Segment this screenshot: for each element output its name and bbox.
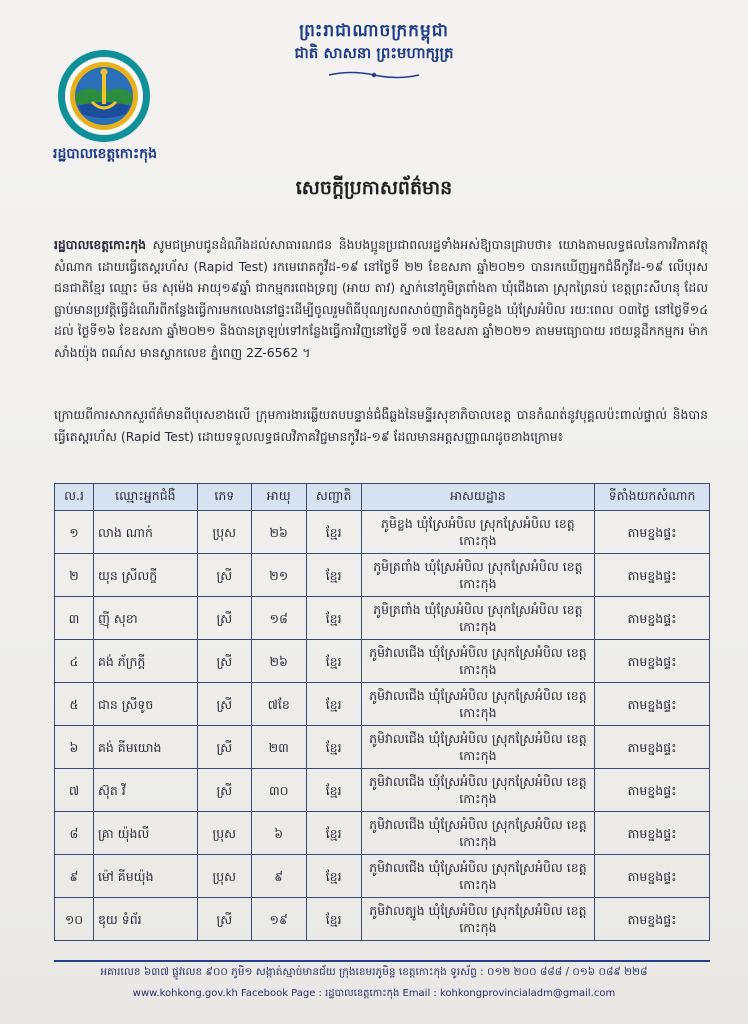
- header-nationality: សញ្ជាតិ: [306, 484, 361, 511]
- cell-address: ភូមិវាលជើង ឃុំស្រែអំបិល ស្រុកស្រែអំបិល ខេត្តកោះកុង: [361, 640, 595, 683]
- cell-sample-location: តាមខ្នងផ្ទះ: [595, 812, 710, 855]
- cell-age: ៩: [251, 855, 306, 898]
- cell-no: ៧: [55, 769, 94, 812]
- cell-nationality: ខ្មែរ: [306, 726, 361, 769]
- cell-sex: ស្រី: [197, 683, 251, 726]
- cell-address: ភូមិវាលជើង ឃុំស្រែអំបិល ស្រុកស្រែអំបិល ខេត្តកោះកុង: [361, 683, 595, 726]
- cell-no: ៤: [55, 640, 94, 683]
- table-row: [55, 812, 710, 855]
- cell-no: ៦: [55, 726, 94, 769]
- table-row: [55, 640, 710, 683]
- cell-sex: ប្រុស: [197, 812, 251, 855]
- cell-no: ៩: [55, 855, 94, 898]
- cell-address: ភូមិវាលជើង ឃុំស្រែអំបិល ស្រុកស្រែអំបិល ខេត្តកោះកុង: [361, 726, 595, 769]
- footer-contacts: www.kohkong.gov.kh Facebook Page : រដ្ឋបាលខេត្តកោះកុង Email : kohkongprovincialadm@gmail.com: [132, 988, 616, 999]
- cell-address: ភូមិវាលជើង ឃុំស្រែអំបិល ស្រុកស្រែអំបិល ខេត្តកោះកុង: [361, 812, 595, 855]
- cell-sample-location: តាមខ្នងផ្ទះ: [595, 511, 710, 554]
- cell-name: គង់ ភ័ក្រក្ដី: [93, 640, 197, 683]
- table-row: [55, 726, 710, 769]
- provincial-seal-icon: [56, 48, 152, 144]
- cell-name: ញ៉ី សុខា: [93, 597, 197, 640]
- header-patient-name: ឈ្មោះអ្នកជំងឺ: [93, 484, 197, 511]
- cell-age: ១៨: [251, 597, 306, 640]
- cell-sex: ស្រី: [197, 554, 251, 597]
- kingdom-heading: ព្រះរាជាណាចក្រកម្ពុជា: [299, 21, 449, 41]
- paragraph-2: ក្រោយពីការសាកសួរព័ត៌មានពីបុរសខាងលើ ក្រុមការងារឆ្លើយតបបន្ទាន់ជំងឺឆ្លងនៃមន្ទីរសុខាភិបាលខេត្ត បានកំណត់នូវបុគ្គលប៉ះពាល់ផ្ទាល់ និងបានធ្វើតេស្ដរហ័ស (Rapid Test) ដោយទទួលលទ្ធផលវិភាគវិជ្ជមានកូវីដ-១៩ ដែលមានអត្តសញ្ញាណដូចខាងក្រោម៖: [54, 407, 708, 444]
- cell-address: ភូមិវាលត្បូង ឃុំស្រែអំបិល ស្រុកស្រែអំបិល ខេត្តកោះកុង: [361, 898, 595, 941]
- header-address: អាសយដ្ឋាន: [361, 484, 595, 511]
- cell-nationality: ខ្មែរ: [306, 855, 361, 898]
- cell-age: ២៦: [251, 511, 306, 554]
- cell-age: ៣០: [251, 769, 306, 812]
- table-row: [55, 597, 710, 640]
- cell-age: ២១: [251, 554, 306, 597]
- cell-age: ២៦: [251, 640, 306, 683]
- paragraph-1-body: សូមជម្រាបជូនដំណឹងដល់សាធារណជន និងបងប្អូនប្រជាពលរដ្ឋទាំងអស់ឱ្យបានជ្រាបថា៖ យោងតាមលទ្ធផលនៃការវិភាគវត្ថុសំណាក ដោយធ្វើតេស្ដរហ័ស (Rapid Test) រកមេរោគកូវីដ-១៩ នៅថ្ងៃទី ២២ ខែឧសភា ឆ្នាំ២០២១ បានរកឃើញអ្នកជំងឺកូវីដ-១៩ លើបុរសជនជាតិខ្មែរ ឈ្មោះ ម៉ន សុម៉េង អាយុ១៩ឆ្នាំ ជាកម្មករពេងទ្រព្យ (អាយ តាវ) ស្នាក់នៅភូមិត្រពាំងតា ឃុំជើងគោ ស្រុកព្រៃនប់ ខេត្តព្រះសីហនុ ដែលធ្លាប់មានប្រវត្តិធ្វើដំណើរពីកន្លែងធ្វើការមកលេងនៅផ្ទះដើម្បីចូលរួមពិធីបុណ្យសពសាច់ញាតិក្នុងភូមិខ្លង ឃុំស្រែអំបិល រយៈពេល ០៣ថ្ងៃ នៅថ្ងៃទី១៤ ដល់ ថ្ងៃទី១៦ ខែឧសភា ឆ្នាំ២០២១ និងបានត្រឡប់ទៅកន្លែងធ្វើការវិញនៅថ្ងៃទី ១៧ ខែឧសភា ឆ្នាំ២០២១ តាមមធ្យោបាយ រថយន្តដឹកកម្មករ ម៉ាកសាំងយ៉ុង ពណ៌ស មានស្លាកលេខ ភ្នំពេញ 2Z-6562 ។: [54, 237, 708, 360]
- cell-age: ៧ខែ: [251, 683, 306, 726]
- cell-sample-location: តាមខ្នងផ្ទះ: [595, 554, 710, 597]
- cell-age: ១៩: [251, 898, 306, 941]
- cell-sample-location: តាមខ្នងផ្ទះ: [595, 640, 710, 683]
- cell-address: ភូមិវាលជើង ឃុំស្រែអំបិល ស្រុកស្រែអំបិល ខេត្តកោះកុង: [361, 769, 595, 812]
- paragraph-1-lead: រដ្ឋបាលខេត្តកោះកុង: [54, 237, 146, 252]
- cell-no: ៥: [55, 683, 94, 726]
- footer-divider: [54, 960, 710, 962]
- cell-sex: ស្រី: [197, 597, 251, 640]
- cell-nationality: ខ្មែរ: [306, 640, 361, 683]
- header-sample-location: ទីតាំងយកសំណាក: [595, 484, 710, 511]
- cell-nationality: ខ្មែរ: [306, 554, 361, 597]
- cell-no: ២: [55, 554, 94, 597]
- cell-sample-location: តាមខ្នងផ្ទះ: [595, 855, 710, 898]
- header-sex: ភេទ: [197, 484, 251, 511]
- header-age: អាយុ: [251, 484, 306, 511]
- cell-sex: ប្រុស: [197, 855, 251, 898]
- table-row: [55, 511, 710, 554]
- ornament-divider-icon: [327, 70, 421, 80]
- cell-name: គ្រា យ៉ុងលី: [93, 812, 197, 855]
- cell-no: ១: [55, 511, 94, 554]
- organization-name: រដ្ឋបាលខេត្តកោះកុង: [53, 146, 157, 162]
- cell-sample-location: តាមខ្នងផ្ទះ: [595, 683, 710, 726]
- cell-nationality: ខ្មែរ: [306, 812, 361, 855]
- cell-nationality: ខ្មែរ: [306, 898, 361, 941]
- cell-sample-location: តាមខ្នងផ្ទះ: [595, 898, 710, 941]
- announcement-title: សេចក្ដីប្រកាសព័ត៌មាន: [295, 177, 453, 199]
- table-header-row: [55, 484, 710, 511]
- cell-sex: ស្រី: [197, 898, 251, 941]
- cell-name: ម៉ៅ គីមយ៉ុង: [93, 855, 197, 898]
- cell-sex: ប្រុស: [197, 511, 251, 554]
- cell-no: ១០: [55, 898, 94, 941]
- cell-name: ជាន ស្រីទូច: [93, 683, 197, 726]
- cell-name: ស៊ុត វី: [93, 769, 197, 812]
- motto-heading: ជាតិ សាសនា ព្រះមហាក្សត្រ: [294, 44, 454, 62]
- cell-name: ឌុយ ទំព័រ: [93, 898, 197, 941]
- cell-name: យុន ស្រីលក្ខី: [93, 554, 197, 597]
- cases-table: [54, 483, 710, 941]
- cell-nationality: ខ្មែរ: [306, 511, 361, 554]
- cell-name: គង់ គីមយោង: [93, 726, 197, 769]
- footer-address: អគារលេខ ៦៣៧ ផ្លូវលេខ ៩០០ ភូមិ១ សង្កាត់ស្មាច់មានជ័យ ក្រុងខេមរភូមិន្ទ ខេត្តកោះកុង ទូរស័ព្ទ : ០១២ ២០០ ៨៨៨ / ០១៦ ០៨៩ ២២៨: [100, 966, 648, 978]
- cell-sex: ស្រី: [197, 640, 251, 683]
- cell-address: ភូមិខ្លង ឃុំស្រែអំបិល ស្រុកស្រែអំបិល ខេត្តកោះកុង: [361, 511, 595, 554]
- cell-age: ២៣: [251, 726, 306, 769]
- table-row: [55, 855, 710, 898]
- cell-nationality: ខ្មែរ: [306, 769, 361, 812]
- cell-address: ភូមិត្រពាំង ឃុំស្រែអំបិល ស្រុកស្រែអំបិល ខេត្តកោះកុង: [361, 554, 595, 597]
- cell-sample-location: តាមខ្នងផ្ទះ: [595, 769, 710, 812]
- cell-no: ៨: [55, 812, 94, 855]
- table-row: [55, 769, 710, 812]
- table-row: [55, 554, 710, 597]
- cell-nationality: ខ្មែរ: [306, 597, 361, 640]
- cell-sample-location: តាមខ្នងផ្ទះ: [595, 597, 710, 640]
- cell-address: ភូមិត្រពាំង ឃុំស្រែអំបិល ស្រុកស្រែអំបិល ខេត្តកោះកុង: [361, 597, 595, 640]
- cell-sex: ស្រី: [197, 769, 251, 812]
- table-row: [55, 898, 710, 941]
- paragraph-1: [54, 234, 708, 363]
- cell-age: ៦: [251, 812, 306, 855]
- cell-nationality: ខ្មែរ: [306, 683, 361, 726]
- cell-sex: ស្រី: [197, 726, 251, 769]
- cell-name: លាង ណាក់: [93, 511, 197, 554]
- header-no: ល.រ: [55, 484, 94, 511]
- table-row: [55, 683, 710, 726]
- cell-sample-location: តាមខ្នងផ្ទះ: [595, 726, 710, 769]
- cell-no: ៣: [55, 597, 94, 640]
- cell-address: ភូមិវាលជើង ឃុំស្រែអំបិល ស្រុកស្រែអំបិល ខេត្តកោះកុង: [361, 855, 595, 898]
